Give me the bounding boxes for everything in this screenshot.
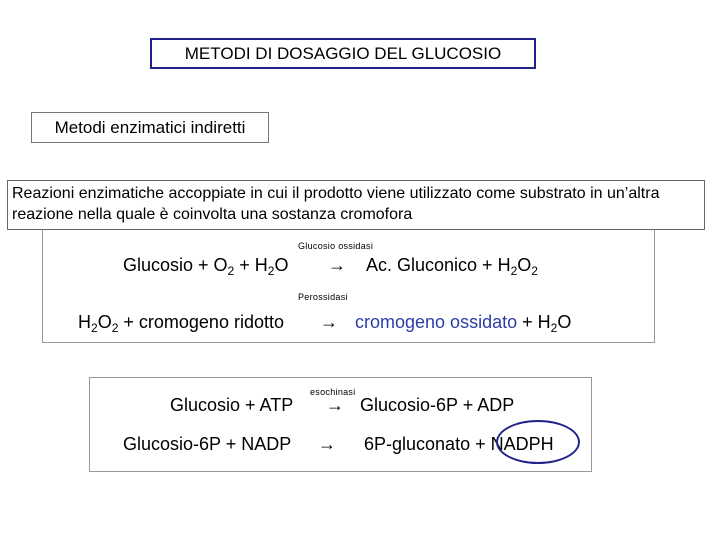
nadph-highlight-circle xyxy=(496,420,580,464)
section-subtitle: Metodi enzimatici indiretti xyxy=(31,112,269,143)
reaction-1-arrow: → xyxy=(328,255,346,275)
reaction-3-right: Glucosio-6P + ADP xyxy=(360,395,515,415)
reaction-4-arrow: → xyxy=(318,434,336,454)
reaction-4-right: 6P-gluconato + NADPH xyxy=(364,434,554,454)
nadph-label: NADPH xyxy=(490,434,554,454)
reaction-2-right: cromogeno ossidato + $H_2O$ xyxy=(355,312,572,335)
reaction-3-left: Glucosio + ATP xyxy=(170,395,294,415)
reaction-1-left: Glucosio + $O_2 + H_2O$ xyxy=(123,255,289,278)
enzyme-label-glucose-oxidase: Glucosio ossidasi xyxy=(298,241,374,251)
reaction-2-left: $H_2O_2$ + cromogeno ridotto xyxy=(78,312,284,335)
description-box: Reazioni enzimatiche accoppiate in cui il prodotto viene utilizzato come substrato in un’altra reazione nella quale è coinvolta una sostanza cromofora xyxy=(7,180,705,230)
reaction-2-arrow: → xyxy=(320,312,338,332)
reaction-4-left: Glucosio-6P + NADP xyxy=(123,434,292,454)
reaction-1-right: Ac. Gluconico + $H_2O_2$ xyxy=(366,255,538,278)
reaction-3-arrow: → xyxy=(326,395,344,415)
page-title: METODI DI DOSAGGIO DEL GLUCOSIO xyxy=(150,38,536,69)
enzyme-label-peroxidase: Perossidasi xyxy=(298,292,348,302)
enzyme-label-hexokinase: esochinasi xyxy=(310,387,356,397)
chromogen-oxidized-label: cromogeno ossidato xyxy=(355,312,518,332)
